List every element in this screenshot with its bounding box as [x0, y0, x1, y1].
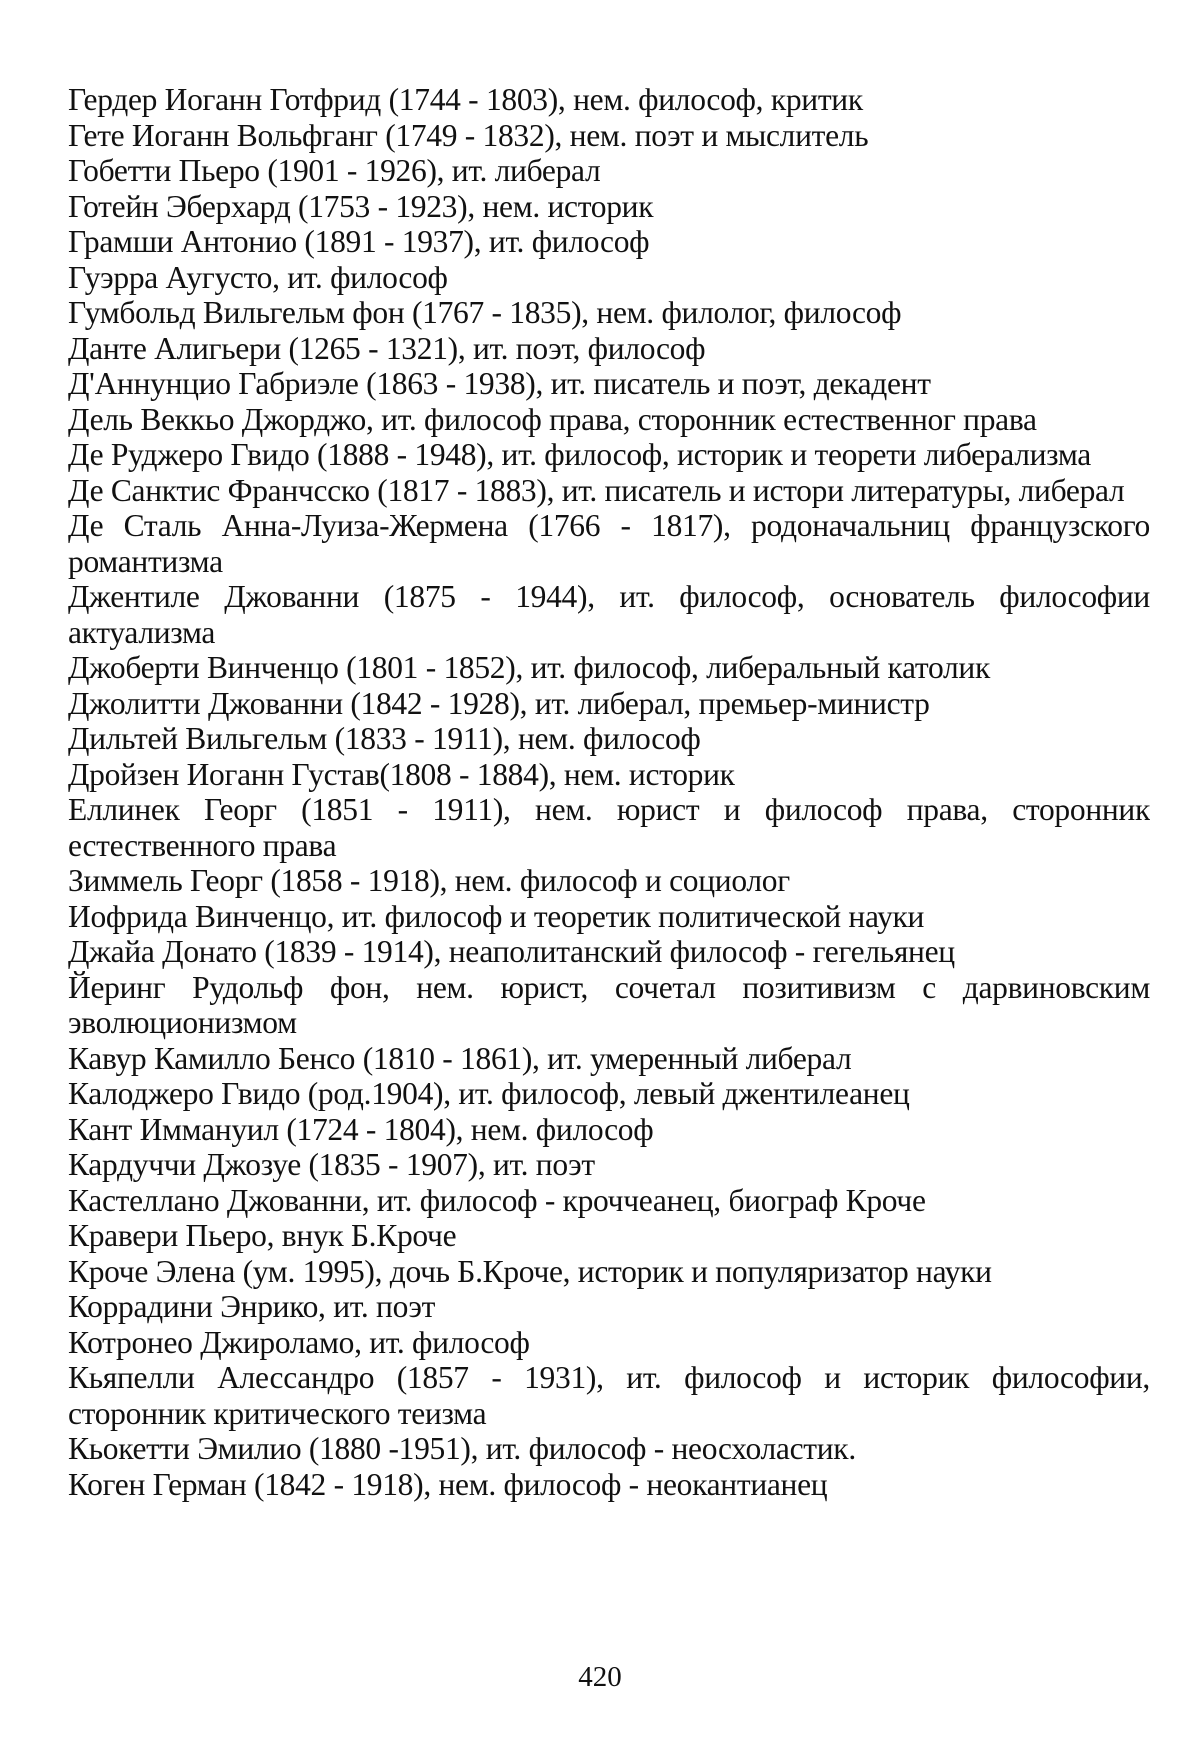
name-index-list [68, 82, 1150, 1502]
index-entry: Джентиле Джованни (1875 - 1944), ит. философ, основатель философии актуализма [68, 579, 1150, 650]
index-entry: Йеринг Рудольф фон, нем. юрист, сочетал позитивизм с дарвиновским эволюционизмом [68, 969, 1150, 1040]
index-entry: Кавур Камилло Бенсо (1810 - 1861), ит. умеренный либерал [68, 1040, 852, 1076]
index-entry: Зиммель Георг (1858 - 1918), нем. философ и социолог [68, 863, 790, 898]
index-entry: Джолитти Джованни (1842 - 1928), ит. либерал, премьер-министр [68, 685, 930, 721]
index-entry: Кроче Элена (ум. 1995), дочь Б.Кроче, историк и популяризатор науки [68, 1253, 992, 1289]
page-number: 420 [578, 1661, 622, 1693]
index-entry: Джоберти Винченцо (1801 - 1852), ит. философ, либеральный католик [68, 650, 990, 685]
index-entry: Дель Веккьо Джорджо, ит. философ права, сторонник естественног права [68, 401, 1037, 437]
index-entry: Кардуччи Джозуе (1835 - 1907), ит. поэт [68, 1147, 595, 1182]
index-entry: Гумбольд Вильгельм фон (1767 - 1835), нем. филолог, философ [68, 295, 902, 330]
index-entry: Еллинек Георг (1851 - 1911), нем. юрист и философ права, сторонник естественного права [68, 792, 1150, 863]
index-entry: Де Сталь Анна-Луиза-Жермена (1766 - 1817), родоначальниц французского романтизма [68, 508, 1150, 579]
index-entry: Кравери Пьеро, внук Б.Кроче [68, 1218, 457, 1253]
index-entry: Гете Иоганн Вольфганг (1749 - 1832), нем. поэт и мыслитель [68, 117, 869, 153]
index-entry: Кант Иммануил (1724 - 1804), нем. философ [68, 1111, 654, 1147]
index-entry: Кьокетти Эмилио (1880 -1951), ит. философ - неосхоластик. [68, 1431, 856, 1466]
index-entry: Дильтей Вильгельм (1833 - 1911), нем. философ [68, 721, 701, 756]
index-entry: Котронео Джироламо, ит. философ [68, 1324, 530, 1360]
index-entry: Грамши Антонио (1891 - 1937), ит. философ [68, 224, 650, 259]
index-entry: Кьяпелли Алессандро (1857 - 1931), ит. философ и историк философии, сторонник критического теизма [68, 1360, 1150, 1431]
index-entry: Гуэрра Аугусто, ит. философ [68, 259, 448, 295]
index-entry: Коррадини Энрико, ит. поэт [68, 1289, 436, 1324]
index-entry: Д'Аннунцио Габриэле (1863 - 1938), ит. писатель и поэт, декадент [68, 366, 931, 401]
index-entry: Иофрида Винченцо, ит. философ и теоретик политической науки [68, 898, 925, 934]
index-entry: Готейн Эберхард (1753 - 1923), нем. историк [68, 188, 654, 224]
index-entry: Кастеллано Джованни, ит. философ - кроччеанец, биограф Кроче [68, 1182, 926, 1218]
index-entry: Дройзен Иоганн Густав(1808 - 1884), нем. историк [68, 756, 735, 792]
index-entry: Гобетти Пьеро (1901 - 1926), ит. либерал [68, 153, 601, 188]
index-entry: Де Санктис Франчсско (1817 - 1883), ит. писатель и истори литературы, либерал [68, 472, 1125, 508]
index-entry: Де Руджеро Гвидо (1888 - 1948), ит. философ, историк и теорети либерализма [68, 437, 1091, 472]
index-entry: Коген Герман (1842 - 1918), нем. философ - неокантианец [68, 1466, 828, 1502]
index-entry: Данте Алигьери (1265 - 1321), ит. поэт, философ [68, 330, 706, 366]
index-entry: Калоджеро Гвидо (род.1904), ит. философ, левый джентилеанец [68, 1076, 910, 1111]
index-entry: Гердер Иоганн Готфрид (1744 - 1803), нем. философ, критик [68, 82, 863, 117]
index-entry: Джайа Донато (1839 - 1914), неаполитанский философ - гегельянец [68, 934, 955, 969]
